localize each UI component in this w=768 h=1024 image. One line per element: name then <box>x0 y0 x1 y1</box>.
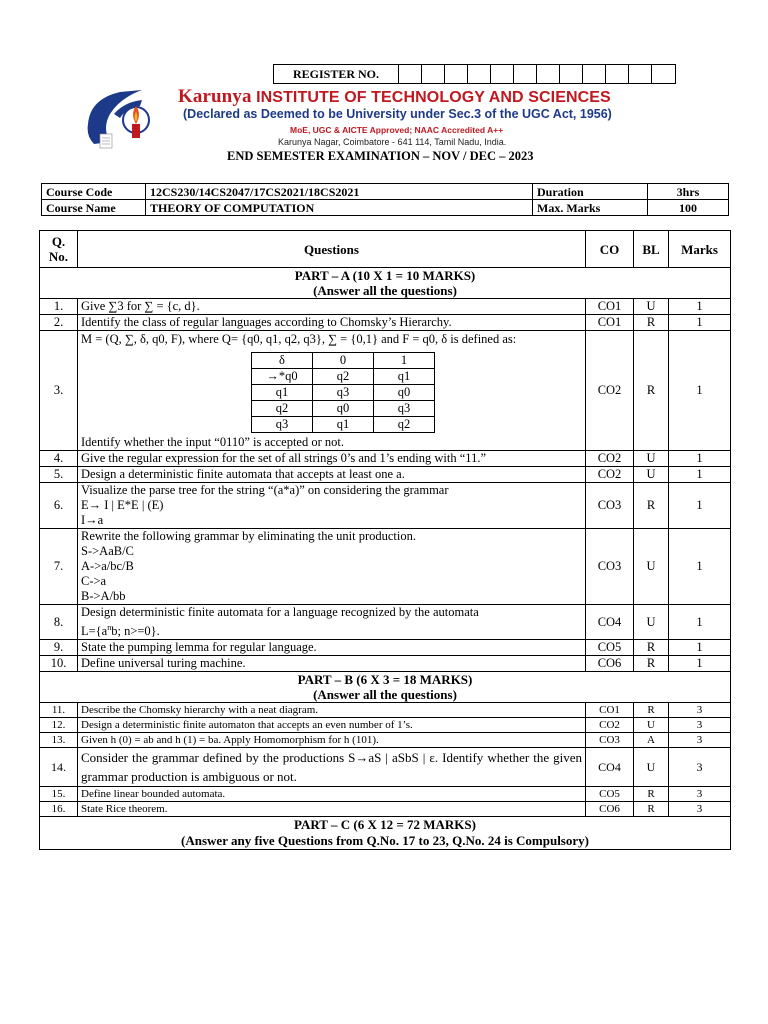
part-b-title: PART – B (6 X 3 = 18 MARKS) <box>297 672 473 688</box>
question-co: CO3 <box>586 529 634 605</box>
question-number: 15. <box>40 787 78 802</box>
question-number: 10. <box>40 656 78 672</box>
register-cell <box>445 65 468 83</box>
question-line: A->a/bc/B <box>81 559 134 573</box>
question-marks: 3 <box>669 733 731 748</box>
question-number: 16. <box>40 802 78 817</box>
question-marks: 1 <box>669 640 731 656</box>
table-row <box>40 529 731 605</box>
question-number: 6. <box>40 483 78 529</box>
register-cell <box>606 65 629 83</box>
transition-header: δ <box>252 353 313 369</box>
question-text: Describe the Chomsky hierarchy with a neat diagram. <box>78 703 586 718</box>
language-def-start: L={a <box>81 624 108 639</box>
transition-cell: →*q0 <box>252 369 313 385</box>
max-marks-value: 100 <box>648 200 729 216</box>
course-code-label: Course Code <box>42 184 146 200</box>
question-text: State the pumping lemma for regular language. <box>78 640 586 656</box>
question-bl: R <box>634 331 669 451</box>
question-line: C->a <box>81 574 107 588</box>
question-bl: R <box>634 315 669 331</box>
register-cell <box>491 65 514 83</box>
question-number: 9. <box>40 640 78 656</box>
question-3-task: Identify whether the input “0110” is accepted or not. <box>81 435 344 449</box>
part-a-instruction: (Answer all the questions) <box>313 283 457 298</box>
header-marks: Marks <box>669 231 731 268</box>
course-name: THEORY OF COMPUTATION <box>146 200 533 216</box>
question-bl: R <box>634 787 669 802</box>
question-line: Visualize the parse tree for the string “(a*a)” on considering the grammar <box>81 483 449 497</box>
question-line: I→a <box>81 513 104 527</box>
question-line: S->AaB/C <box>81 544 134 558</box>
question-text <box>78 529 586 605</box>
question-marks: 1 <box>669 467 731 483</box>
question-bl: U <box>634 605 669 640</box>
question-co: CO1 <box>586 703 634 718</box>
question-co: CO3 <box>586 483 634 529</box>
question-marks: 1 <box>669 656 731 672</box>
transition-cell: q1 <box>313 417 374 433</box>
institution-name <box>178 86 611 108</box>
table-row <box>40 718 731 733</box>
table-row <box>40 331 731 451</box>
register-cell <box>399 65 422 83</box>
transition-header: 0 <box>313 353 374 369</box>
question-line: Rewrite the following grammar by eliminating the unit production. <box>81 529 416 543</box>
question-marks: 3 <box>669 802 731 817</box>
table-row <box>40 656 731 672</box>
question-bl: R <box>634 483 669 529</box>
question-bl: R <box>634 703 669 718</box>
table-row <box>40 483 731 529</box>
table-row <box>40 703 731 718</box>
question-number: 5. <box>40 467 78 483</box>
register-cell <box>468 65 491 83</box>
transition-cell: q0 <box>313 401 374 417</box>
institution-name-rest: INSTITUTE OF TECHNOLOGY AND SCIENCES <box>251 89 611 106</box>
question-co: CO3 <box>586 733 634 748</box>
transition-cell: q1 <box>252 385 313 401</box>
question-line: E→ I | E*E | (E) <box>81 498 164 512</box>
register-number-box <box>273 64 676 84</box>
header-questions: Questions <box>78 231 586 268</box>
question-co: CO2 <box>586 451 634 467</box>
question-number: 7. <box>40 529 78 605</box>
part-b-header <box>40 672 731 703</box>
transition-cell: q3 <box>252 417 313 433</box>
transition-cell: q1 <box>374 369 435 385</box>
question-bl: U <box>634 299 669 315</box>
institution-address: Karunya Nagar, Coimbatore - 641 114, Tamil Nadu, India. <box>278 137 507 147</box>
part-b-instruction: (Answer all the questions) <box>313 687 457 703</box>
max-marks-label: Max. Marks <box>533 200 648 216</box>
institution-brand: Karunya <box>178 86 252 107</box>
question-text: Give the regular expression for the set of all strings 0’s and 1’s ending with “11.” <box>78 451 586 467</box>
questions-table <box>39 230 731 850</box>
register-label: REGISTER NO. <box>274 65 399 83</box>
transition-table <box>251 352 435 433</box>
register-cell <box>583 65 606 83</box>
question-text: State Rice theorem. <box>78 802 586 817</box>
question-text: Design a deterministic finite automata that accepts at least one a. <box>78 467 586 483</box>
question-number: 12. <box>40 718 78 733</box>
question-bl: R <box>634 802 669 817</box>
question-number: 13. <box>40 733 78 748</box>
language-def-end: b; n>=0}. <box>111 624 160 639</box>
transition-cell: q2 <box>374 417 435 433</box>
question-co: CO5 <box>586 640 634 656</box>
register-cell <box>422 65 445 83</box>
question-text: Define linear bounded automata. <box>78 787 586 802</box>
question-co: CO6 <box>586 656 634 672</box>
question-marks: 1 <box>669 331 731 451</box>
question-marks: 3 <box>669 748 731 787</box>
question-3-intro: M = (Q, ∑, δ, q0, F), where Q= {q0, q1, q2, q3}, ∑ = {0,1} and F = q0, δ is defined as: <box>81 332 517 346</box>
table-row <box>40 787 731 802</box>
question-co: CO4 <box>586 605 634 640</box>
register-cell <box>652 65 675 83</box>
question-text: Design a deterministic finite automaton that accepts an even number of 1’s. <box>78 718 586 733</box>
question-marks: 3 <box>669 718 731 733</box>
question-bl: U <box>634 748 669 787</box>
question-number: 8. <box>40 605 78 640</box>
question-bl: U <box>634 451 669 467</box>
question-line: Design deterministic finite automata for a language recognized by the automata <box>81 605 479 619</box>
transition-header: 1 <box>374 353 435 369</box>
table-row <box>40 748 731 787</box>
question-co: CO5 <box>586 787 634 802</box>
question-number: 2. <box>40 315 78 331</box>
table-row <box>40 733 731 748</box>
transition-cell: q2 <box>252 401 313 417</box>
question-co: CO2 <box>586 718 634 733</box>
institution-approvals: MoE, UGC & AICTE Approved; NAAC Accredited A++ <box>290 125 504 135</box>
question-bl: R <box>634 656 669 672</box>
transition-cell: q0 <box>374 385 435 401</box>
question-bl: U <box>634 718 669 733</box>
question-marks: 1 <box>669 605 731 640</box>
part-a-header <box>40 268 731 299</box>
duration-label: Duration <box>533 184 648 200</box>
register-cell <box>537 65 560 83</box>
table-row <box>40 640 731 656</box>
language-exponent: n <box>107 623 112 632</box>
register-cell <box>629 65 652 83</box>
question-marks: 1 <box>669 529 731 605</box>
institution-declaration: (Declared as Deemed to be University under Sec.3 of the UGC Act, 1956) <box>183 107 612 121</box>
question-bl: U <box>634 467 669 483</box>
exam-title: END SEMESTER EXAMINATION – NOV / DEC – 2023 <box>227 149 534 163</box>
table-row <box>40 299 731 315</box>
part-a-title: PART – A (10 X 1 = 10 MARKS) <box>294 268 476 283</box>
question-co: CO6 <box>586 802 634 817</box>
table-header-row <box>40 231 731 268</box>
duration-value: 3hrs <box>648 184 729 200</box>
question-co: CO2 <box>586 467 634 483</box>
question-marks: 1 <box>669 315 731 331</box>
question-bl: R <box>634 640 669 656</box>
register-cell <box>560 65 583 83</box>
question-marks: 1 <box>669 451 731 467</box>
header-qno: Q. No. <box>40 231 78 268</box>
table-row <box>40 451 731 467</box>
question-text: Given h (0) = ab and h (1) = ba. Apply Homomorphism for h (101). <box>78 733 586 748</box>
question-marks: 3 <box>669 787 731 802</box>
question-marks: 1 <box>669 483 731 529</box>
course-name-label: Course Name <box>42 200 146 216</box>
question-number: 4. <box>40 451 78 467</box>
question-text <box>78 483 586 529</box>
question-line <box>81 620 582 639</box>
question-co: CO4 <box>586 748 634 787</box>
transition-cell: q2 <box>313 369 374 385</box>
question-number: 11. <box>40 703 78 718</box>
question-marks: 3 <box>669 703 731 718</box>
course-code: 12CS230/14CS2047/17CS2021/18CS2021 <box>146 184 533 200</box>
question-text: Consider the grammar defined by the productions S→aS | aSbS | ε. Identify whether the given grammar production is ambiguous or not. <box>78 748 586 787</box>
question-co: CO1 <box>586 315 634 331</box>
question-text: Identify the class of regular languages according to Chomsky’s Hierarchy. <box>78 315 586 331</box>
question-text: Define universal turing machine. <box>78 656 586 672</box>
register-cell <box>514 65 537 83</box>
question-number: 14. <box>40 748 78 787</box>
question-number: 3. <box>40 331 78 451</box>
question-text <box>78 331 586 451</box>
question-number: 1. <box>40 299 78 315</box>
institution-logo <box>80 84 180 154</box>
question-bl: U <box>634 529 669 605</box>
question-co: CO1 <box>586 299 634 315</box>
transition-cell: q3 <box>374 401 435 417</box>
question-co: CO2 <box>586 331 634 451</box>
transition-cell: q3 <box>313 385 374 401</box>
question-text: Give ∑3 for ∑ = {c, d}. <box>78 299 586 315</box>
course-info-table <box>41 183 729 216</box>
table-row <box>40 315 731 331</box>
table-row <box>40 467 731 483</box>
question-text <box>78 605 586 640</box>
question-marks: 1 <box>669 299 731 315</box>
part-c-header <box>40 817 731 850</box>
header-bl: BL <box>634 231 669 268</box>
part-c-instruction: (Answer any five Questions from Q.No. 17 to 23, Q.No. 24 is Compulsory) <box>181 833 589 849</box>
table-row <box>40 802 731 817</box>
part-c-title: PART – C (6 X 12 = 72 MARKS) <box>294 817 476 833</box>
question-bl: A <box>634 733 669 748</box>
question-line: B->A/bb <box>81 589 126 603</box>
table-row <box>40 605 731 640</box>
header-co: CO <box>586 231 634 268</box>
